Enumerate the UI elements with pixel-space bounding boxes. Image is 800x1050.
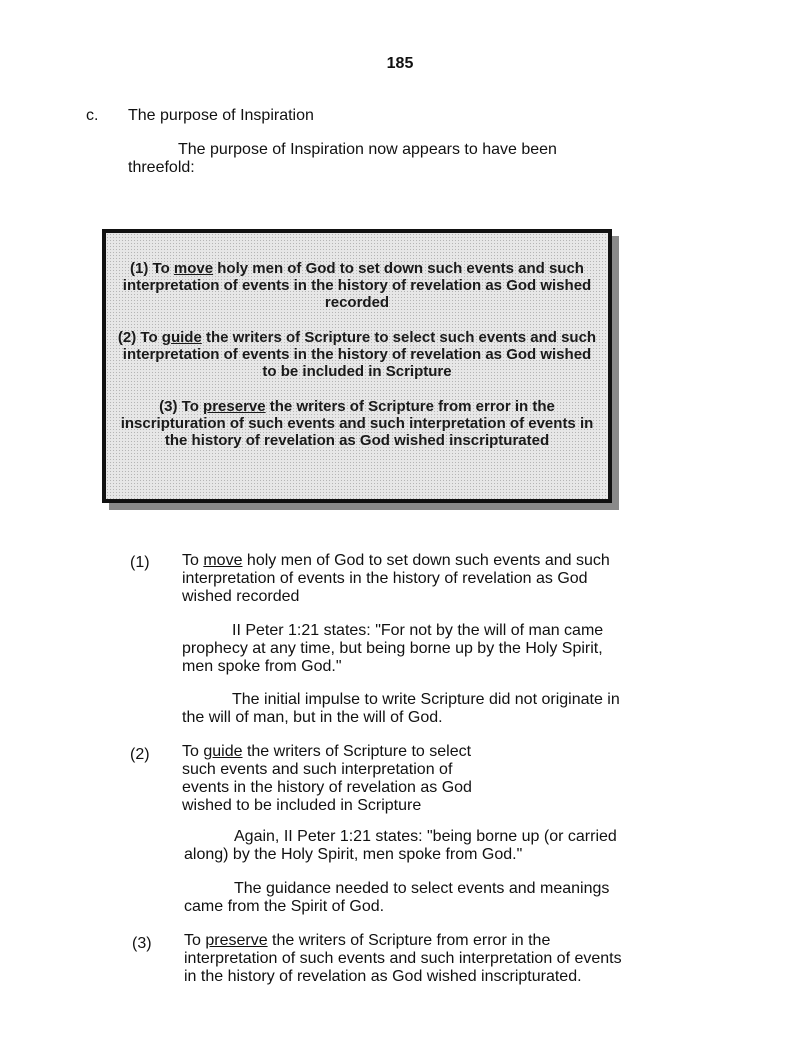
point-1-quote: II Peter 1:21 states: "For not by the will of man came prophecy at any time, but being borne up by the Holy Spirit, men spoke from God." (182, 622, 604, 675)
point-2-comment: The guidance needed to select events and meanings came from the Spirit of God. (184, 880, 610, 915)
box-item-3 (114, 398, 600, 449)
point-3-number: (3) (132, 935, 152, 952)
section-letter: c. (86, 107, 99, 124)
point-1-pre: To (182, 552, 204, 569)
intro-paragraph (128, 141, 628, 177)
point-2-number: (2) (130, 746, 150, 763)
box-item-2-pre: (2) To (117, 329, 162, 346)
point-2-pre: To (182, 743, 204, 760)
box-item-3-post: the writers of Scripture from error in the inscripturation of such events and such interpretation of events in the history of revelation as God wished inscripturated (120, 398, 594, 449)
point-2-heading (182, 743, 742, 815)
summary-box (102, 229, 612, 503)
point-3-post: the writers of Scripture from error in the interpretation of such events and such interpretation of events in the history of revelation as God wished inscripturated. (184, 932, 622, 985)
point-3-heading (184, 932, 764, 986)
point-1-key: move (203, 552, 243, 569)
box-item-2-key: guide (161, 329, 202, 346)
box-item-1 (114, 260, 600, 311)
box-item-1-post: holy men of God to set down such events and such interpretation of events in the history of revelation as God wished recorded (122, 260, 592, 311)
point-1-post: holy men of God to set down such events and such interpretation of events in the history of revelation as God wished recorded (182, 552, 610, 605)
box-item-1-pre: (1) To (130, 260, 174, 277)
box-item-2 (114, 329, 600, 380)
page-number: 185 (386, 55, 414, 72)
point-2-key: guide (203, 743, 243, 760)
intro-text: The purpose of Inspiration now appears to have been threefold: (128, 141, 557, 176)
box-item-2-post: the writers of Scripture to select such events and such interpretation of events in the history of revelation as God wished to be included in Scripture (122, 329, 597, 380)
section-title: The purpose of Inspiration (128, 107, 314, 124)
point-3-pre: To (184, 932, 206, 949)
point-1-heading (182, 552, 742, 606)
box-item-1-key: move (173, 260, 214, 277)
point-2-post: the writers of Scripture to select such events and such interpretation of events in the history of revelation as God wished to be included in Scripture (182, 743, 472, 814)
box-item-3-pre: (3) To (159, 398, 204, 415)
point-2-quote: Again, II Peter 1:21 states: "being borne up (or carried along) by the Holy Spirit, men spoke from God." (184, 828, 617, 863)
point-1-comment: The initial impulse to write Scripture did not originate in the will of man, but in the will of God. (182, 691, 620, 726)
box-item-3-key: preserve (203, 398, 266, 415)
point-1-number: (1) (130, 554, 150, 571)
point-3-key: preserve (205, 932, 268, 949)
